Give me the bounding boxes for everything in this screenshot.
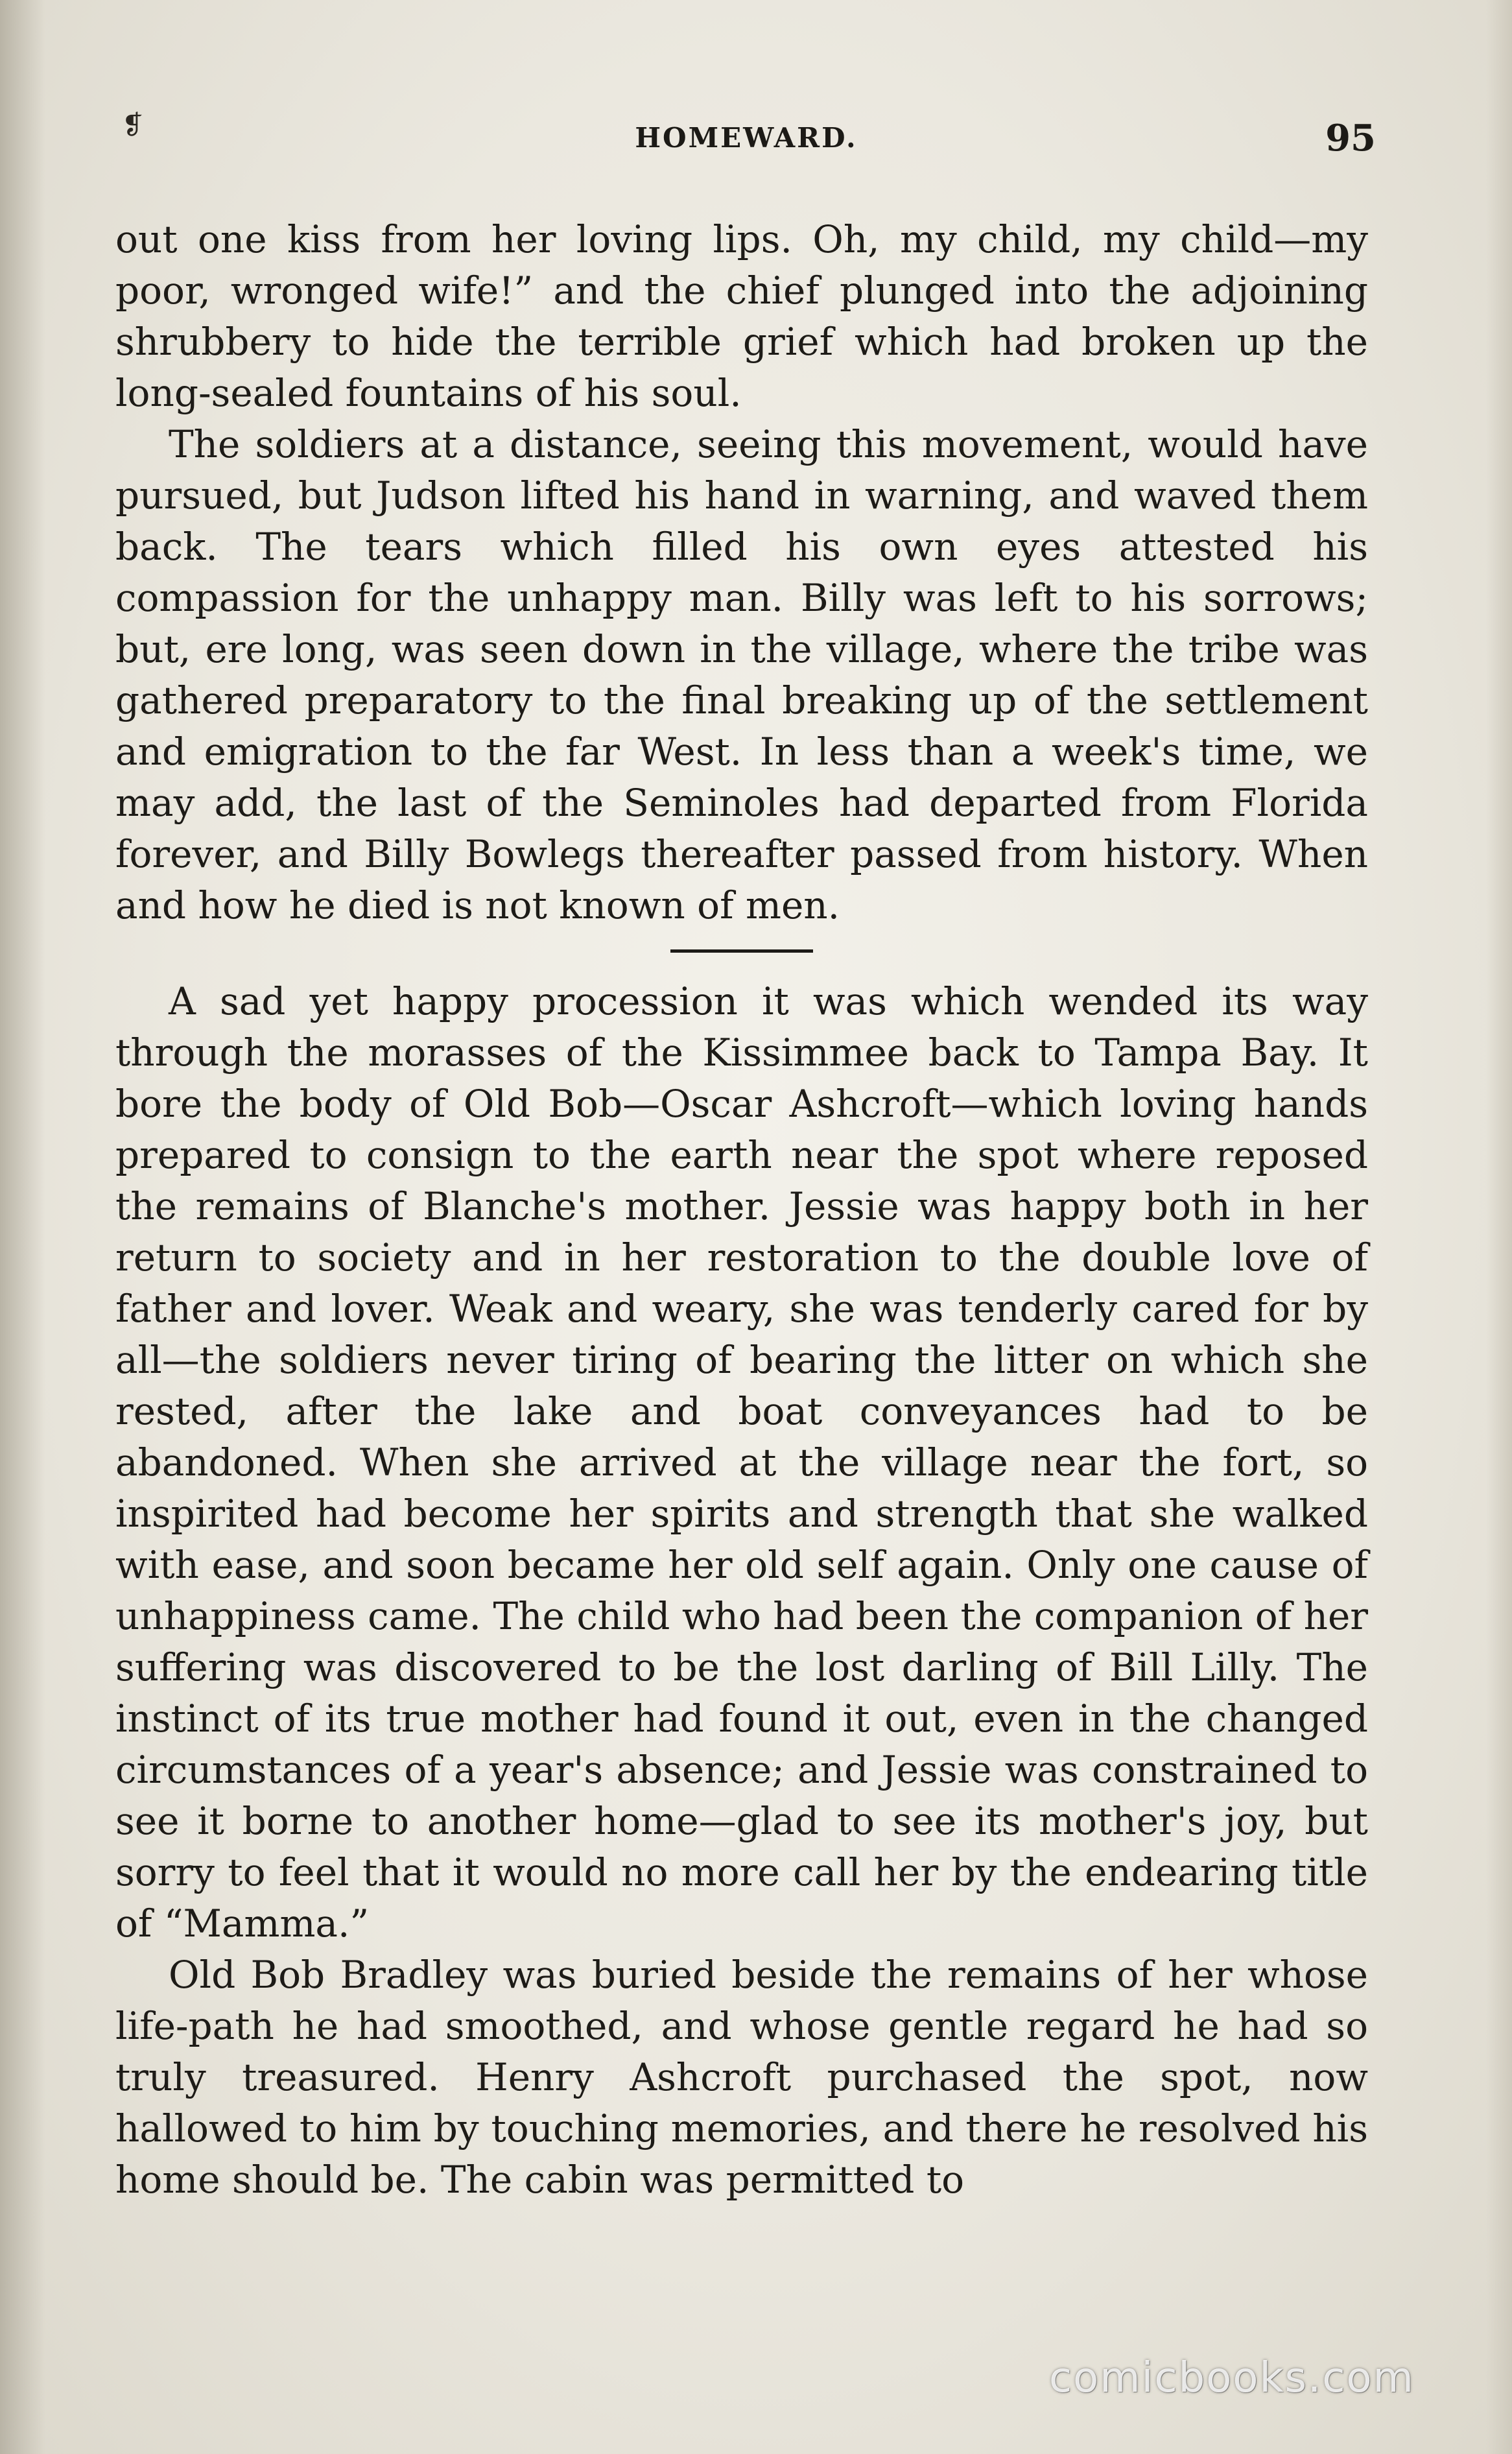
paragraph: A sad yet happy procession it was which wended its way through the morasses of the Kissimmee back to Tampa Bay. It bore the body of Old Bob—Oscar Ashcroft—which loving hands prepared to consign to the earth near the spot where reposed the remains of Blanche's mother. Jessie was happy both in her return to society and in her restoration to the double love of father and lover. Weak and weary, she was tenderly cared for by all—the soldiers never tiring of bearing the litter on which she rested, after the lake and boat conveyances had to be abandoned. When she arrived at the village near the fort, so inspirited had become her spirits and strength that she walked with ease, and soon became her old self again. Only one cause of unhappiness came. The child who had been the companion of her suffering was discovered to be the lost darling of Bill Lilly. The instinct of its true mother had found it out, even in the changed circumstances of a year's absence; and Jessie was constrained to see it borne to another home—glad to see its mother's joy, but sorry to feel that it would no more call her by the endearing title of “Mamma.” (115, 979, 1368, 1946)
corner-ornament: ❡ (122, 110, 144, 140)
page-number: 95 (1325, 117, 1376, 160)
body-text (115, 214, 1368, 2206)
page-header (117, 117, 1376, 167)
section-divider (670, 949, 813, 953)
running-head: HOMEWARD. (635, 122, 858, 154)
paragraph: out one kiss from her loving lips. Oh, my child, my child—my poor, wronged wife!” and the chief plunged into the adjoining shrubbery to hide the terrible grief which had broken up the long-sealed fountains of his soul. (115, 217, 1368, 415)
paragraph: Old Bob Bradley was buried beside the remains of her whose life-path he had smoothed, and whose gentle regard he had so truly treasured. Henry Ashcroft purchased the spot, now hallowed to him by touching memories, and there he resolved his home should be. The cabin was permitted to (115, 1953, 1368, 2202)
watermark: comicbooks.com (1048, 2354, 1415, 2402)
paragraph: The soldiers at a distance, seeing this movement, would have pursued, but Judson lifted his hand in warning, and waved them back. The tears which filled his own eyes attested his compassion for the unhappy man. Billy was left to his sorrows; but, ere long, was seen down in the village, where the tribe was gathered preparatory to the final breaking up of the settlement and emigration to the far West. In less than a week's time, we may add, the last of the Seminoles had departed from Florida forever, and Billy Bowlegs thereafter passed from history. When and how he died is not known of men. (115, 422, 1368, 927)
